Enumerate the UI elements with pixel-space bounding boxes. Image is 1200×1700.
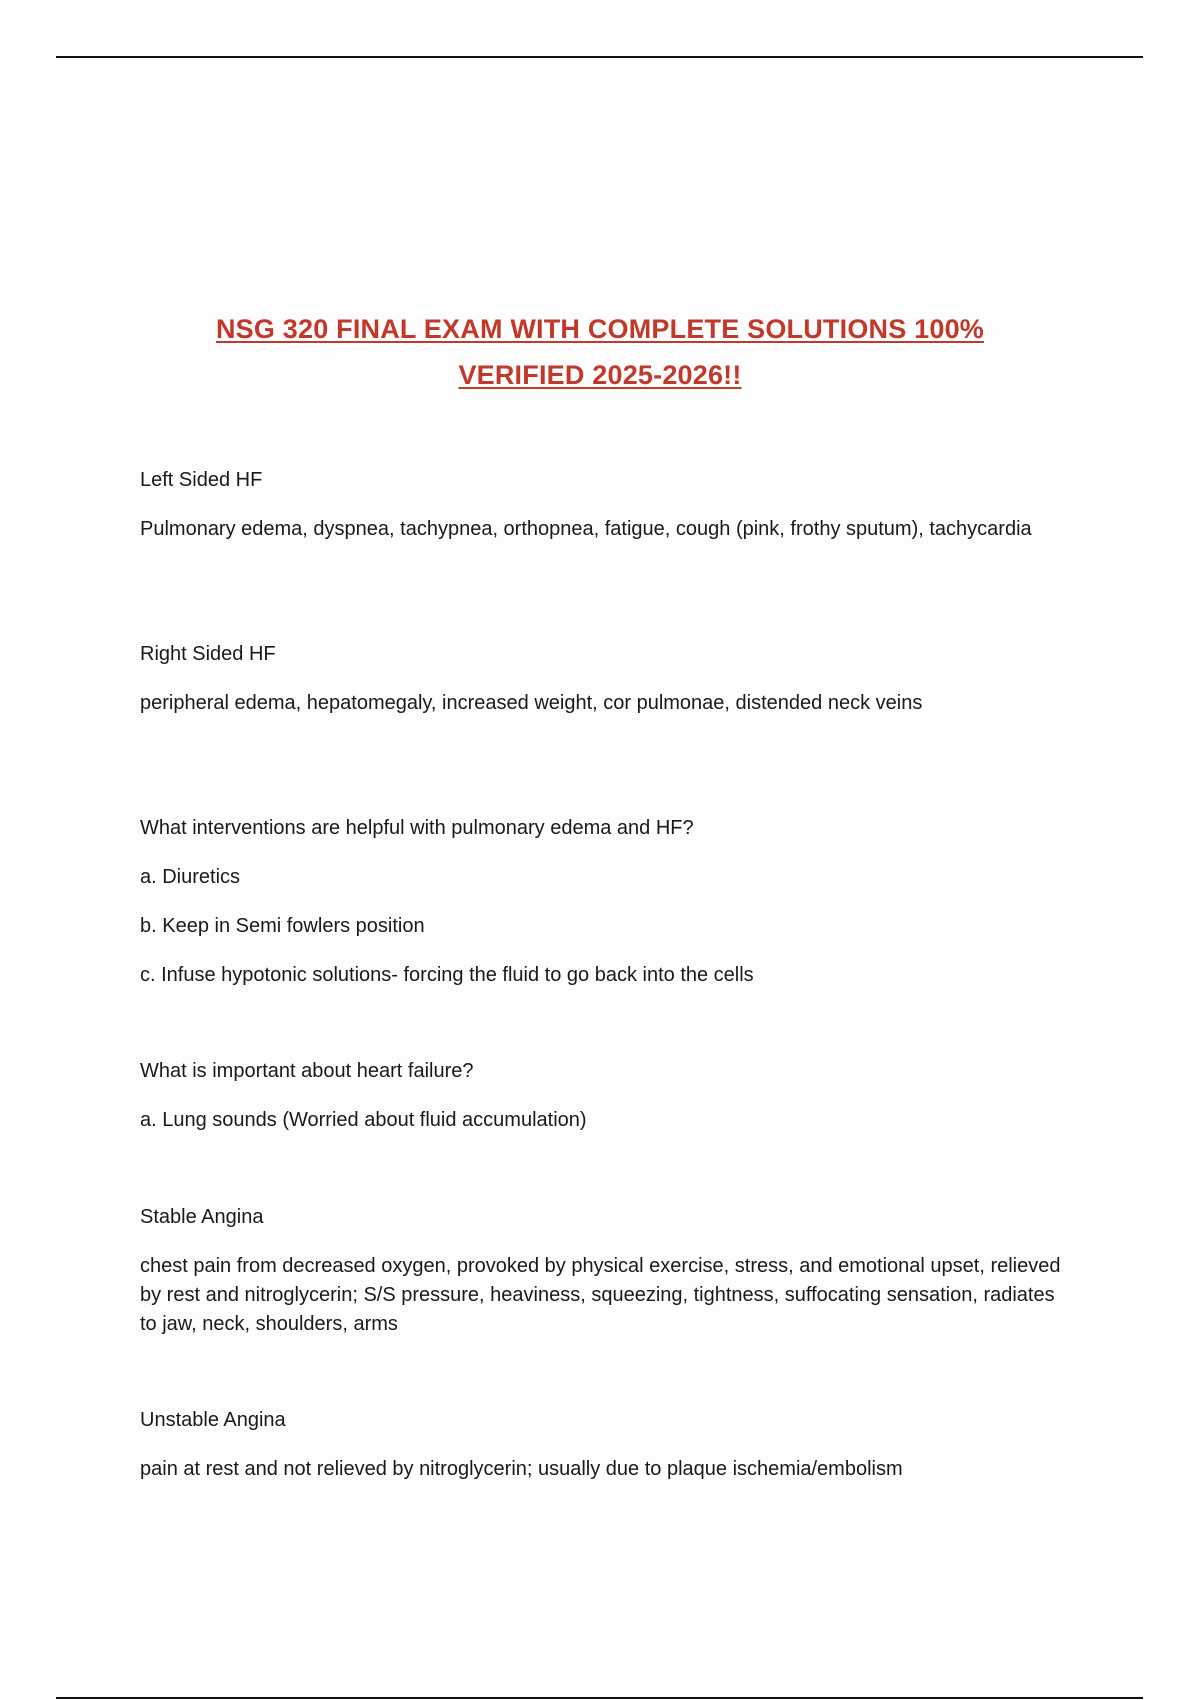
title-line-1: NSG 320 FINAL EXAM WITH COMPLETE SOLUTIONS 100%: [215, 314, 984, 344]
definition-left-sided-hf: Pulmonary edema, dyspnea, tachypnea, orthopnea, fatigue, cough (pink, frothy sputum), tachycardia: [140, 518, 1032, 540]
definition-unstable-angina: pain at rest and not relieved by nitroglycerin; usually due to plaque ischemia/embolism: [140, 1458, 903, 1480]
term-stable-angina: Stable Angina: [140, 1206, 264, 1228]
question-interventions: What interventions are helpful with pulmonary edema and HF?: [140, 817, 694, 839]
bottom-rule: [56, 1697, 1143, 1699]
answer-item: a. Lung sounds (Worried about fluid accumulation): [140, 1109, 587, 1131]
definition-stable-angina: chest pain from decreased oxygen, provoked by physical exercise, stress, and emotional upset, relieved by rest and nitroglycerin; S/S pressure, heaviness, squeezing, tightness, suffocating sensation, radiates to jaw, neck, shoulders, arms: [140, 1255, 1061, 1335]
term-left-sided-hf: Left Sided HF: [140, 469, 263, 491]
term-unstable-angina: Unstable Angina: [140, 1409, 286, 1431]
document-title: [0, 306, 1200, 398]
answer-item: b. Keep in Semi fowlers position: [140, 915, 425, 937]
answer-item: c. Infuse hypotonic solutions- forcing the fluid to go back into the cells: [140, 964, 754, 986]
term-right-sided-hf: Right Sided HF: [140, 643, 276, 665]
question-heart-failure: What is important about heart failure?: [140, 1060, 474, 1082]
top-rule: [56, 56, 1143, 58]
answer-item: a. Diuretics: [140, 866, 241, 888]
title-line-2: VERIFIED 2025-2026!!: [458, 360, 742, 390]
definition-right-sided-hf: peripheral edema, hepatomegaly, increased weight, cor pulmonae, distended neck veins: [140, 692, 923, 714]
